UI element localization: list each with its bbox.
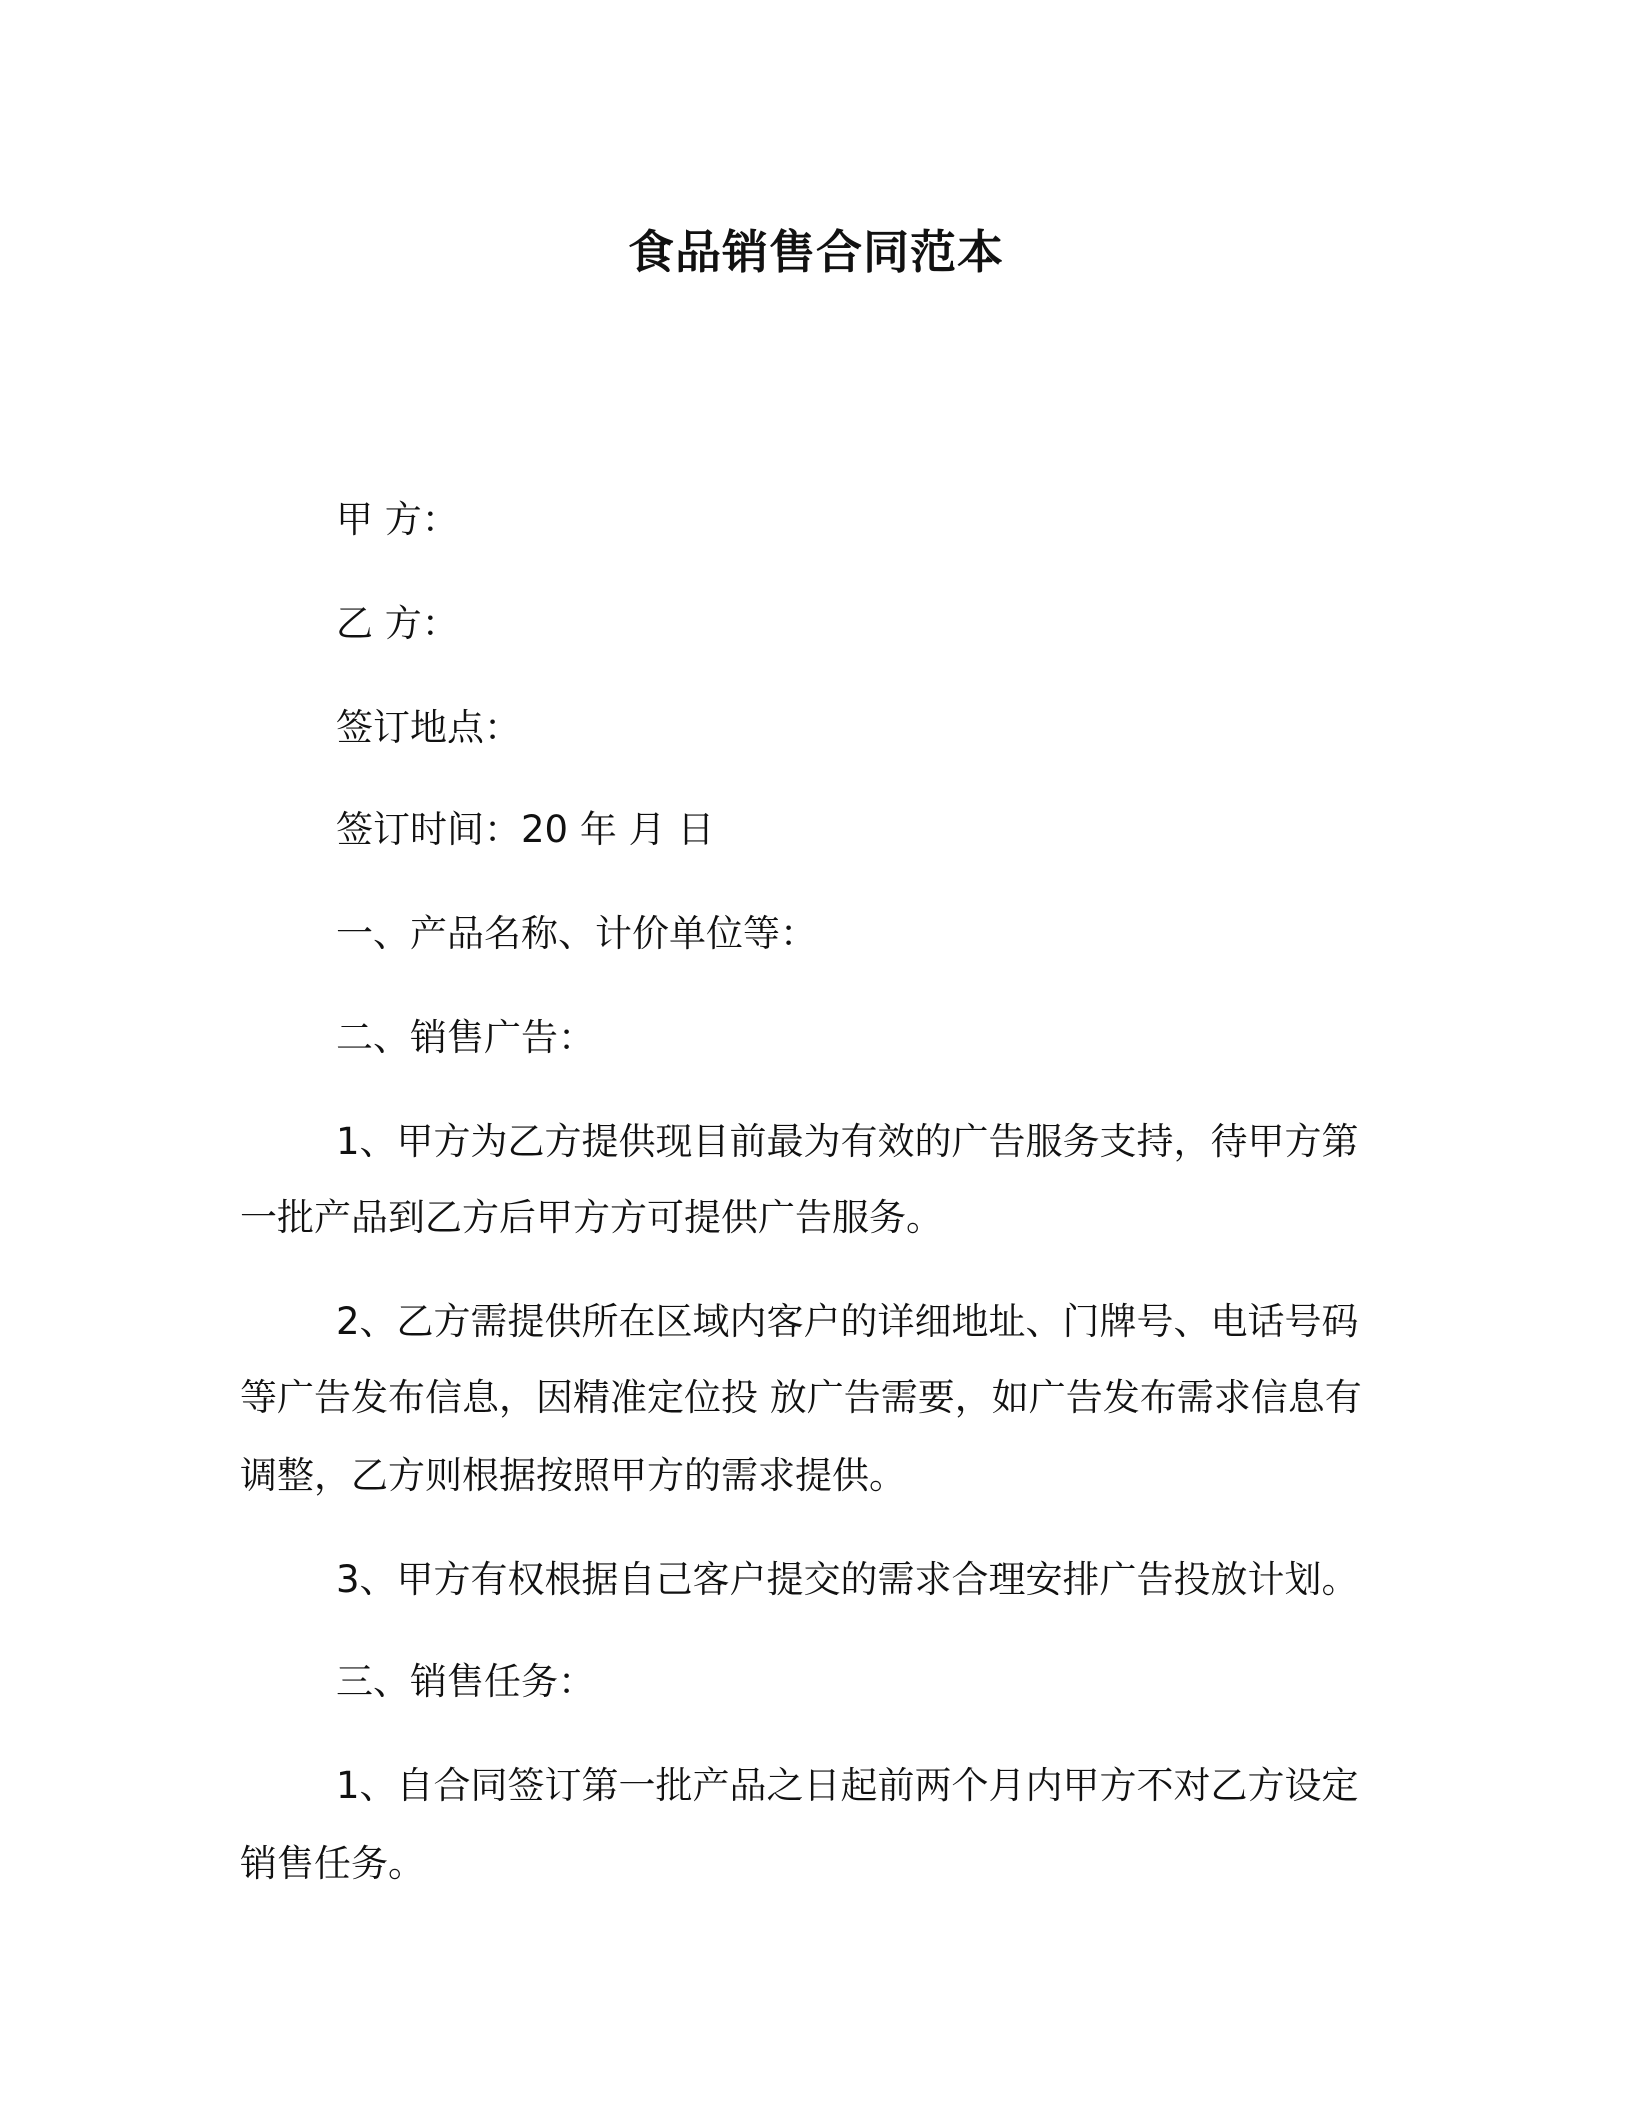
- section-2-heading: 二、销售广告：: [336, 1016, 595, 1059]
- party-b-line: 乙 方：: [336, 602, 459, 645]
- sign-time-line: 签订时间：20 年 月 日: [336, 808, 715, 851]
- party-a-line: 甲 方：: [336, 498, 459, 541]
- section-1-heading: 一、产品名称、计价单位等：: [336, 912, 817, 955]
- sign-place-line: 签订地点：: [336, 706, 521, 749]
- section-2-item-1-line-1: 1、甲方为乙方提供现目前最为有效的广告服务支持，待甲方第: [336, 1120, 1359, 1163]
- section-2-item-2-line-3: 调整，乙方则根据按照甲方的需求提供。: [240, 1454, 906, 1497]
- section-2-item-2-line-2: 等广告发布信息，因精准定位投 放广告需要，如广告发布需求信息有: [240, 1376, 1362, 1419]
- section-3-heading: 三、销售任务：: [336, 1660, 595, 1703]
- section-2-item-3-line-1: 3、甲方有权根据自己客户提交的需求合理安排广告投放计划。: [336, 1558, 1359, 1601]
- section-2-item-2-line-1: 2、乙方需提供所在区域内客户的详细地址、门牌号、电话号码: [336, 1300, 1359, 1343]
- section-3-item-1-line-2: 销售任务。: [240, 1842, 425, 1885]
- document-title: 食品销售合同范本: [628, 225, 1004, 279]
- section-2-item-1-line-2: 一批产品到乙方后甲方方可提供广告服务。: [240, 1196, 943, 1239]
- section-3-item-1-line-1: 1、自合同签订第一批产品之日起前两个月内甲方不对乙方设定: [336, 1764, 1359, 1807]
